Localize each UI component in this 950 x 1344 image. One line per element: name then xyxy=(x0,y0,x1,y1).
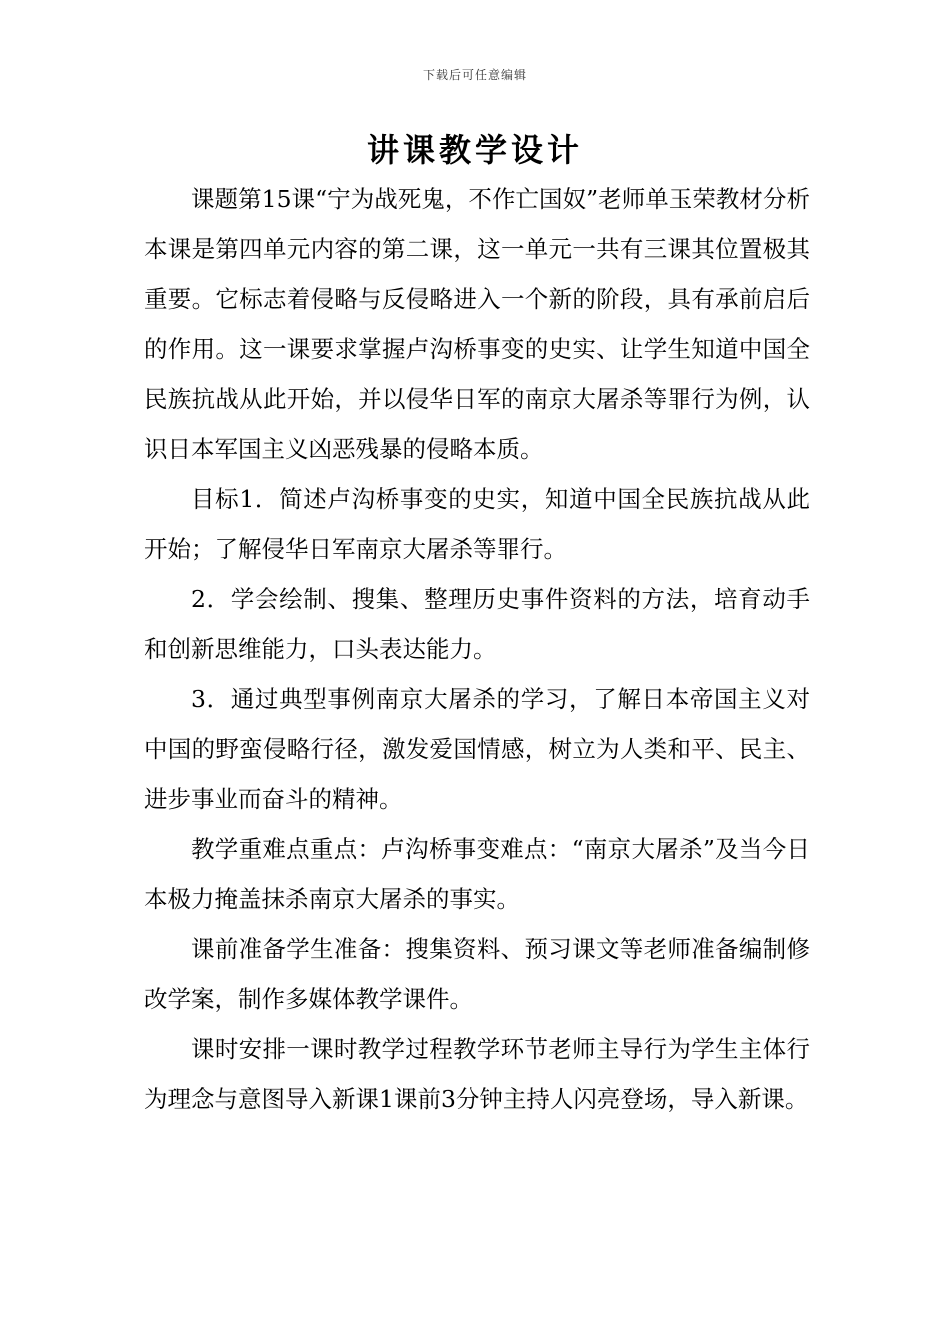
paragraph-key-points: 教学重难点重点：卢沟桥事变难点：“南京大屠杀”及当今日本极力掩盖抹杀南京大屠杀的事实。 xyxy=(144,835,810,913)
document-title: 讲课教学设计 xyxy=(366,131,583,169)
paragraph-objective-3: 3．通过典型事例南京大屠杀的学习，了解日本帝国主义对中国的野蛮侵略行径，激发爱国情感，树立为人类和平、民主、进步事业而奋斗的精神。 xyxy=(144,685,810,813)
paragraph-lesson-overview: 课题第15课“宁为战死鬼，不作亡国奴”老师单玉荣教材分析本课是第四单元内容的第二课，这一单元一共有三课其位置极其重要。它标志着侵略与反侵略进入一个新的阶段，具有承前启后的作用。这一课要求掌握卢沟桥事变的史实、让学生知道中国全民族抗战从此开始，并以侵华日军的南京大屠杀等罪行为例，认识日本军国主义凶恶残暴的侵略本质。 xyxy=(144,185,810,463)
header-note: 下载后可任意编辑 xyxy=(422,68,527,82)
paragraph-preparation: 课前准备学生准备：搜集资料、预习课文等老师准备编制修改学案，制作多媒体教学课件。 xyxy=(144,935,810,1013)
paragraph-schedule: 课时安排一课时教学过程教学环节老师主导行为学生主体行为理念与意图导入新课1课前3分钟主持人闪亮登场，导入新课。 xyxy=(144,1035,810,1113)
document-body xyxy=(144,174,810,1124)
paragraph-objective-2: 2．学会绘制、搜集、整理历史事件资料的方法，培育动手和创新思维能力，口头表达能力。 xyxy=(144,585,810,663)
paragraph-objective-1: 目标1．简述卢沟桥事变的史实，知道中国全民族抗战从此开始；了解侵华日军南京大屠杀等罪行。 xyxy=(144,485,810,563)
